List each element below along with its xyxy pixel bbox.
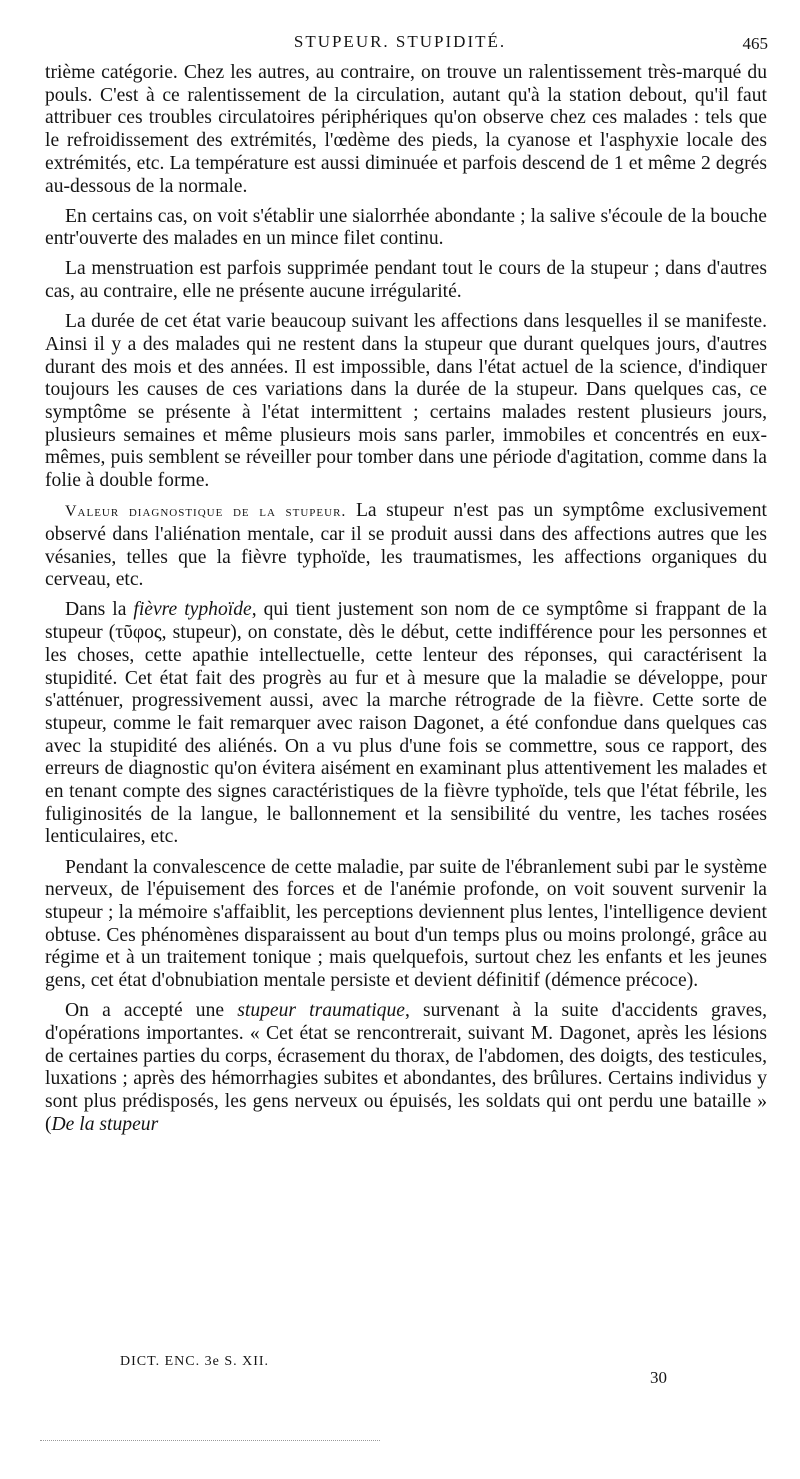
printer-signature: DICT. ENC. 3e S. XII. bbox=[120, 1354, 270, 1369]
paragraph-text: En certains cas, on voit s'établir une sialorrhée abondante ; la salive s'écoule de la bouche entr'ouverte des malades en un mince filet continu. bbox=[45, 205, 767, 250]
paragraph-text: trième catégorie. Chez les autres, au contraire, on trouve un ralentissement très-marqué du pouls. C'est à ce ralentissement de la circulation, autant qu'à la station debout, qu'il faut attribuer ces troubles circulatoires périphériques qu'on observe chez ces malades : tels que le refroidissement des extrémités, l'œdème des pieds, la cyanose et l'asphyxie locale des extrémités, etc. La température est aussi diminuée et parfois descend de 1 et même 2 degrés au-dessous de la normale. bbox=[45, 62, 767, 197]
paragraph-convalescence bbox=[45, 857, 767, 993]
paragraph-text: , survenant à la suite d'accidents graves, d'opérations importantes. « Cet état se rencontrerait, suivant M. Dagonet, après les lésions de certaines parties du corps, écrasement du thorax, de l'abdomen, des doigts, des testicules, luxations ; après des hémorrhagies subites et abondantes, des brûlures. Certains individus y sont plus prédisposés, les gens nerveux ou épuisés, les soldats qui ont perdu une bataille » ( bbox=[45, 1000, 768, 1135]
paragraph-text: Pendant la convalescence de cette maladie, par suite de l'ébranlement subi par le système nerveux, de l'épuisement des forces et de l'anémie profonde, on voit souvent survenir la stupeur ; la mémoire s'affaiblit, les perceptions deviennent plus lentes, l'intelligence devient obtuse. Ces phénomènes disparaissent au bout d'un temps plus ou moins prolongé, grâce au régime et à un traitement tonique ; mais quelquefois, surtout chez les enfants et les jeunes gens, cet état d'obnubiation mentale persiste et devient définitif (démence précoce). bbox=[45, 856, 767, 992]
paragraph-lead: Dans la bbox=[65, 599, 127, 621]
body-text bbox=[45, 62, 767, 1136]
page-number: 465 bbox=[742, 34, 768, 53]
page-footer bbox=[0, 1352, 800, 1392]
section-heading: Valeur diagnostique de la stupeur. bbox=[65, 503, 347, 521]
paragraph-duration bbox=[45, 311, 767, 493]
paragraph-continuation bbox=[45, 62, 767, 198]
paragraph-traumatic-stupor bbox=[45, 1000, 767, 1136]
paragraph-text: , qui tient justement son nom de ce symptôme si frappant de la stupeur (τῦφος, stupeur), on constate, dès le début, cette indifférence pour les personnes et les choses, cette apathie intellectuelle, cette lenteur des réponses, qui caractérisent la stupidité. Cet état fait des progrès au fur et à mesure que la maladie se développe, pour s'atténuer, progressivement aussi, avec la marche rétrograde de la fièvre. Cette sorte de stupeur, comme le fait remarquer avec raison Dagonet, a été confondue dans quelques cas avec la stupidité des aliénés. On a vu plus d'une fois se commettre, sous ce rapport, des erreurs de diagnostic qu'on évitera aisément en examinant plus attentivement les malades et en tenant compte des signes caractéristiques de la fièvre typhoïde, tels que l'état fébrile, les fuliginosités de la langue, le ballonnement et la sensibilité du ventre, les taches rosées lenticulaires, etc. bbox=[45, 599, 767, 848]
paragraph-text: La menstruation est parfois supprimée pendant tout le cours de la stupeur ; dans d'autres cas, au contraire, elle ne présente aucune irrégularité. bbox=[45, 258, 767, 303]
paragraph-text: La durée de cet état varie beaucoup suivant les affections dans lesquelles il se manifeste. Ainsi il y a des malades qui ne restent dans la stupeur que durant quelques jours, d'autres durant des mois et des années. Il est impossible, dans l'état actuel de la science, d'indiquer toujours les causes de ces variations dans la durée de la stupeur. Dans quelques cas, ce symptôme se présente à l'état intermittent ; certains malades restent plusieurs jours, plusieurs semaines et même plusieurs mois sans parler, immobiles et concentrés en eux-mêmes, puis semblent se réveiller pour tomber dans une période d'agitation, comme dans la folie à double forme. bbox=[45, 311, 767, 492]
sheet-number: 30 bbox=[650, 1368, 667, 1387]
paragraph-diagnostic-value bbox=[45, 500, 767, 592]
paragraph-lead: On a accepté une bbox=[65, 1000, 225, 1022]
emphasis-term: fièvre typhoïde bbox=[133, 599, 252, 621]
dotted-rule bbox=[40, 1440, 380, 1441]
paragraph-sialorrhea bbox=[45, 206, 767, 251]
citation-title: De la stupeur bbox=[51, 1113, 159, 1135]
paragraph-text: La stupeur n'est pas un symptôme exclusivement observé dans l'aliénation mentale, car il se produit aussi dans des affections autres que les vésanies, telles que la fièvre typhoïde, les traumatismes, les affections organiques du cerveau, etc. bbox=[45, 500, 767, 591]
paragraph-menstruation bbox=[45, 258, 767, 303]
running-head bbox=[0, 30, 800, 54]
paragraph-typhoid-fever bbox=[45, 599, 767, 849]
running-head-title: STUPEUR. STUPIDITÉ. bbox=[293, 32, 507, 51]
emphasis-term: stupeur traumatique bbox=[237, 1000, 405, 1022]
